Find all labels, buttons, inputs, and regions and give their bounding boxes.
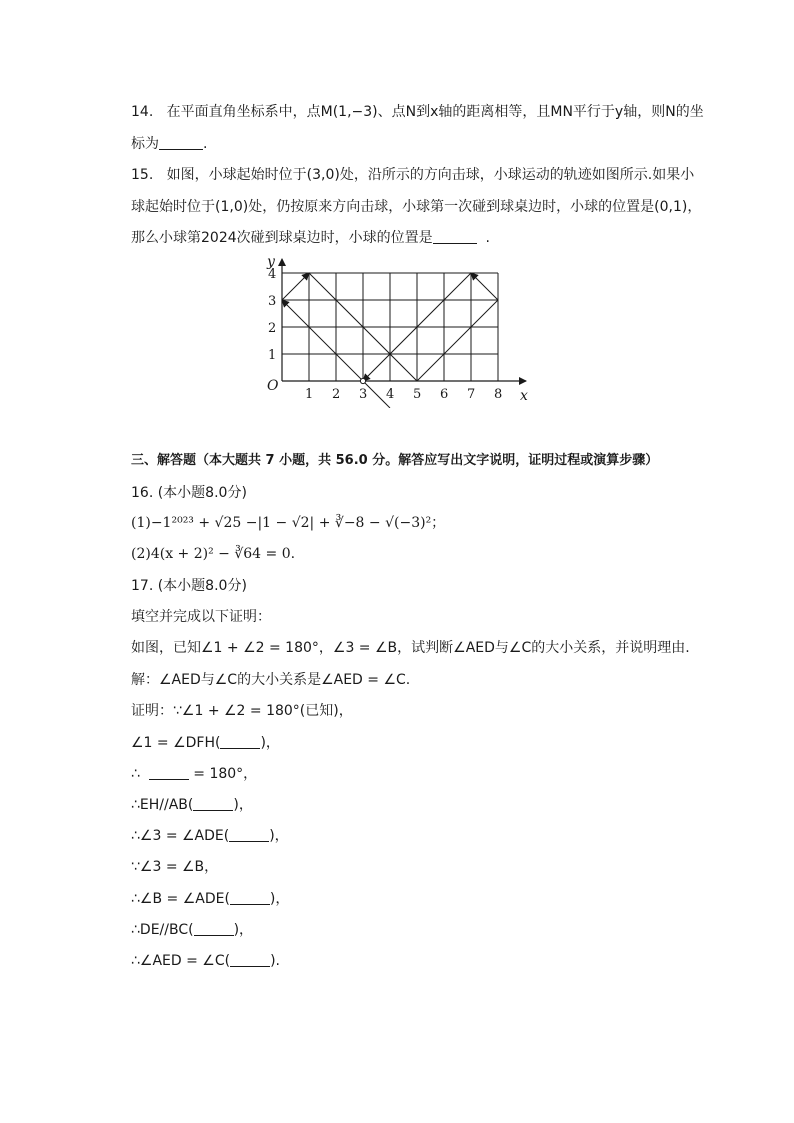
x-tick-label: 8 bbox=[494, 387, 503, 402]
start-point bbox=[360, 378, 365, 383]
y-tick-label: 2 bbox=[268, 321, 277, 336]
q17-intro: 填空并完成以下证明： bbox=[131, 609, 271, 625]
x-tick-label: 3 bbox=[359, 387, 368, 402]
q14-number: 14. bbox=[131, 104, 154, 120]
q17-blank7[interactable] bbox=[194, 921, 234, 936]
q17-step7-text: ∴DE//BC( bbox=[131, 922, 194, 938]
q17-step4-end: )， bbox=[269, 828, 289, 844]
q17-blank8[interactable] bbox=[230, 952, 270, 967]
y-tick-label: 4 bbox=[268, 267, 277, 282]
y-tick-label: 1 bbox=[268, 348, 277, 363]
q16-part2: (2)4(x + 2)² − ∛64 = 0. bbox=[131, 546, 296, 562]
q17-blank1[interactable] bbox=[220, 734, 260, 749]
q15-number: 15. bbox=[131, 167, 154, 183]
q17-blank6[interactable] bbox=[230, 890, 270, 905]
q17-step8 bbox=[131, 951, 280, 971]
q17-step1-end: )， bbox=[260, 735, 280, 751]
q15-answer-blank[interactable] bbox=[433, 229, 477, 244]
path-segment-2 bbox=[282, 273, 309, 300]
q17-step5: ∵∠3 = ∠B， bbox=[131, 859, 219, 875]
x-tick-label: 2 bbox=[332, 387, 341, 402]
x-axis-label: x bbox=[520, 388, 528, 404]
q17-step2-end: = 180°， bbox=[188, 766, 258, 782]
q17-step6 bbox=[131, 889, 289, 909]
q14-line2-end: . bbox=[203, 136, 208, 152]
q15-line2 bbox=[131, 197, 701, 217]
q15-text2: 球起始时位于(1,0)处，仍按原来方向击球，小球第一次碰到球桌边时，小球的位置是(0,1)， bbox=[131, 199, 702, 215]
q15-line1 bbox=[131, 165, 694, 185]
grid bbox=[282, 273, 498, 381]
q17-answer: 解：∠AED与∠C的大小关系是∠AED = ∠C. bbox=[131, 672, 411, 688]
q17-step3-text: ∴EH//AB( bbox=[131, 797, 194, 813]
q17-problem: 如图，已知∠1 + ∠2 = 180°，∠3 = ∠B，试判断∠AED与∠C的大小关系，并说明理由. bbox=[131, 640, 690, 656]
origin-label: O bbox=[267, 378, 279, 394]
section3-title: 三、解答题（本大题共 7 小题，共 56.0 分。解答应写出文字说明，证明过程或演算步骤） bbox=[131, 453, 659, 468]
q17-blank2[interactable] bbox=[149, 765, 189, 780]
q15-text3: 那么小球第2024次碰到球桌边时，小球的位置是 bbox=[131, 230, 433, 246]
q14-answer-blank[interactable] bbox=[159, 135, 203, 150]
q17-proof-start: 证明：∵∠1 + ∠2 = 180°(已知)， bbox=[131, 703, 353, 719]
x-tick-label: 7 bbox=[467, 387, 476, 402]
q17-step1 bbox=[131, 733, 280, 753]
path-segment-4 bbox=[417, 300, 498, 381]
q17-header: 17. (本小题8.0分) bbox=[131, 578, 247, 594]
q17-step3-end: )， bbox=[233, 797, 253, 813]
q17-step7 bbox=[131, 920, 253, 940]
q17-step6-text: ∴∠B = ∠ADE( bbox=[131, 891, 230, 907]
q17-step7-end: )， bbox=[233, 922, 254, 938]
q17-step6-end: )， bbox=[269, 891, 290, 907]
q16-header: 16. (本小题8.0分) bbox=[131, 485, 247, 501]
path-segment-1 bbox=[282, 300, 363, 381]
path-segment-5 bbox=[471, 273, 498, 300]
q14-line2-text: 标为 bbox=[131, 136, 159, 152]
q17-blank3[interactable] bbox=[193, 796, 233, 811]
q14-text: 在平面直角坐标系中，点M(1,−3)、点N到x轴的距离相等，且MN平行于y轴，则N的坐 bbox=[166, 104, 704, 120]
billiard-figure bbox=[262, 248, 534, 408]
q15-line3-end: . bbox=[485, 230, 490, 246]
q17-step4 bbox=[131, 826, 289, 846]
q14-line1 bbox=[131, 102, 704, 122]
q15-text1: 如图，小球起始时位于(3,0)处，沿所示的方向击球，小球运动的轨迹如图所示.如果小 bbox=[166, 167, 695, 183]
y-axis-label: y bbox=[267, 254, 275, 270]
q17-blank4[interactable] bbox=[229, 827, 269, 842]
q16-part1: (1)−1²⁰²³ + √25 −|1 − √2| + ∛−8 − √(−3)²； bbox=[131, 515, 446, 531]
x-tick-label: 1 bbox=[305, 387, 314, 402]
q17-step4-text: ∴∠3 = ∠ADE( bbox=[131, 828, 230, 844]
q17-step3 bbox=[131, 795, 253, 815]
x-tick-label: 5 bbox=[413, 387, 422, 402]
q15-line3 bbox=[131, 228, 490, 248]
x-tick-label: 4 bbox=[386, 387, 395, 402]
q17-step2-text: ∴ bbox=[131, 766, 145, 782]
y-tick-label: 3 bbox=[268, 294, 277, 309]
axes bbox=[282, 259, 526, 381]
q17-step8-end: ). bbox=[270, 953, 281, 969]
x-tick-label: 6 bbox=[440, 387, 449, 402]
q14-line2 bbox=[131, 134, 207, 154]
q17-step2 bbox=[131, 764, 257, 784]
q17-step8-text: ∴∠AED = ∠C( bbox=[131, 953, 231, 969]
q17-step1-text: ∠1 = ∠DFH( bbox=[131, 735, 221, 751]
